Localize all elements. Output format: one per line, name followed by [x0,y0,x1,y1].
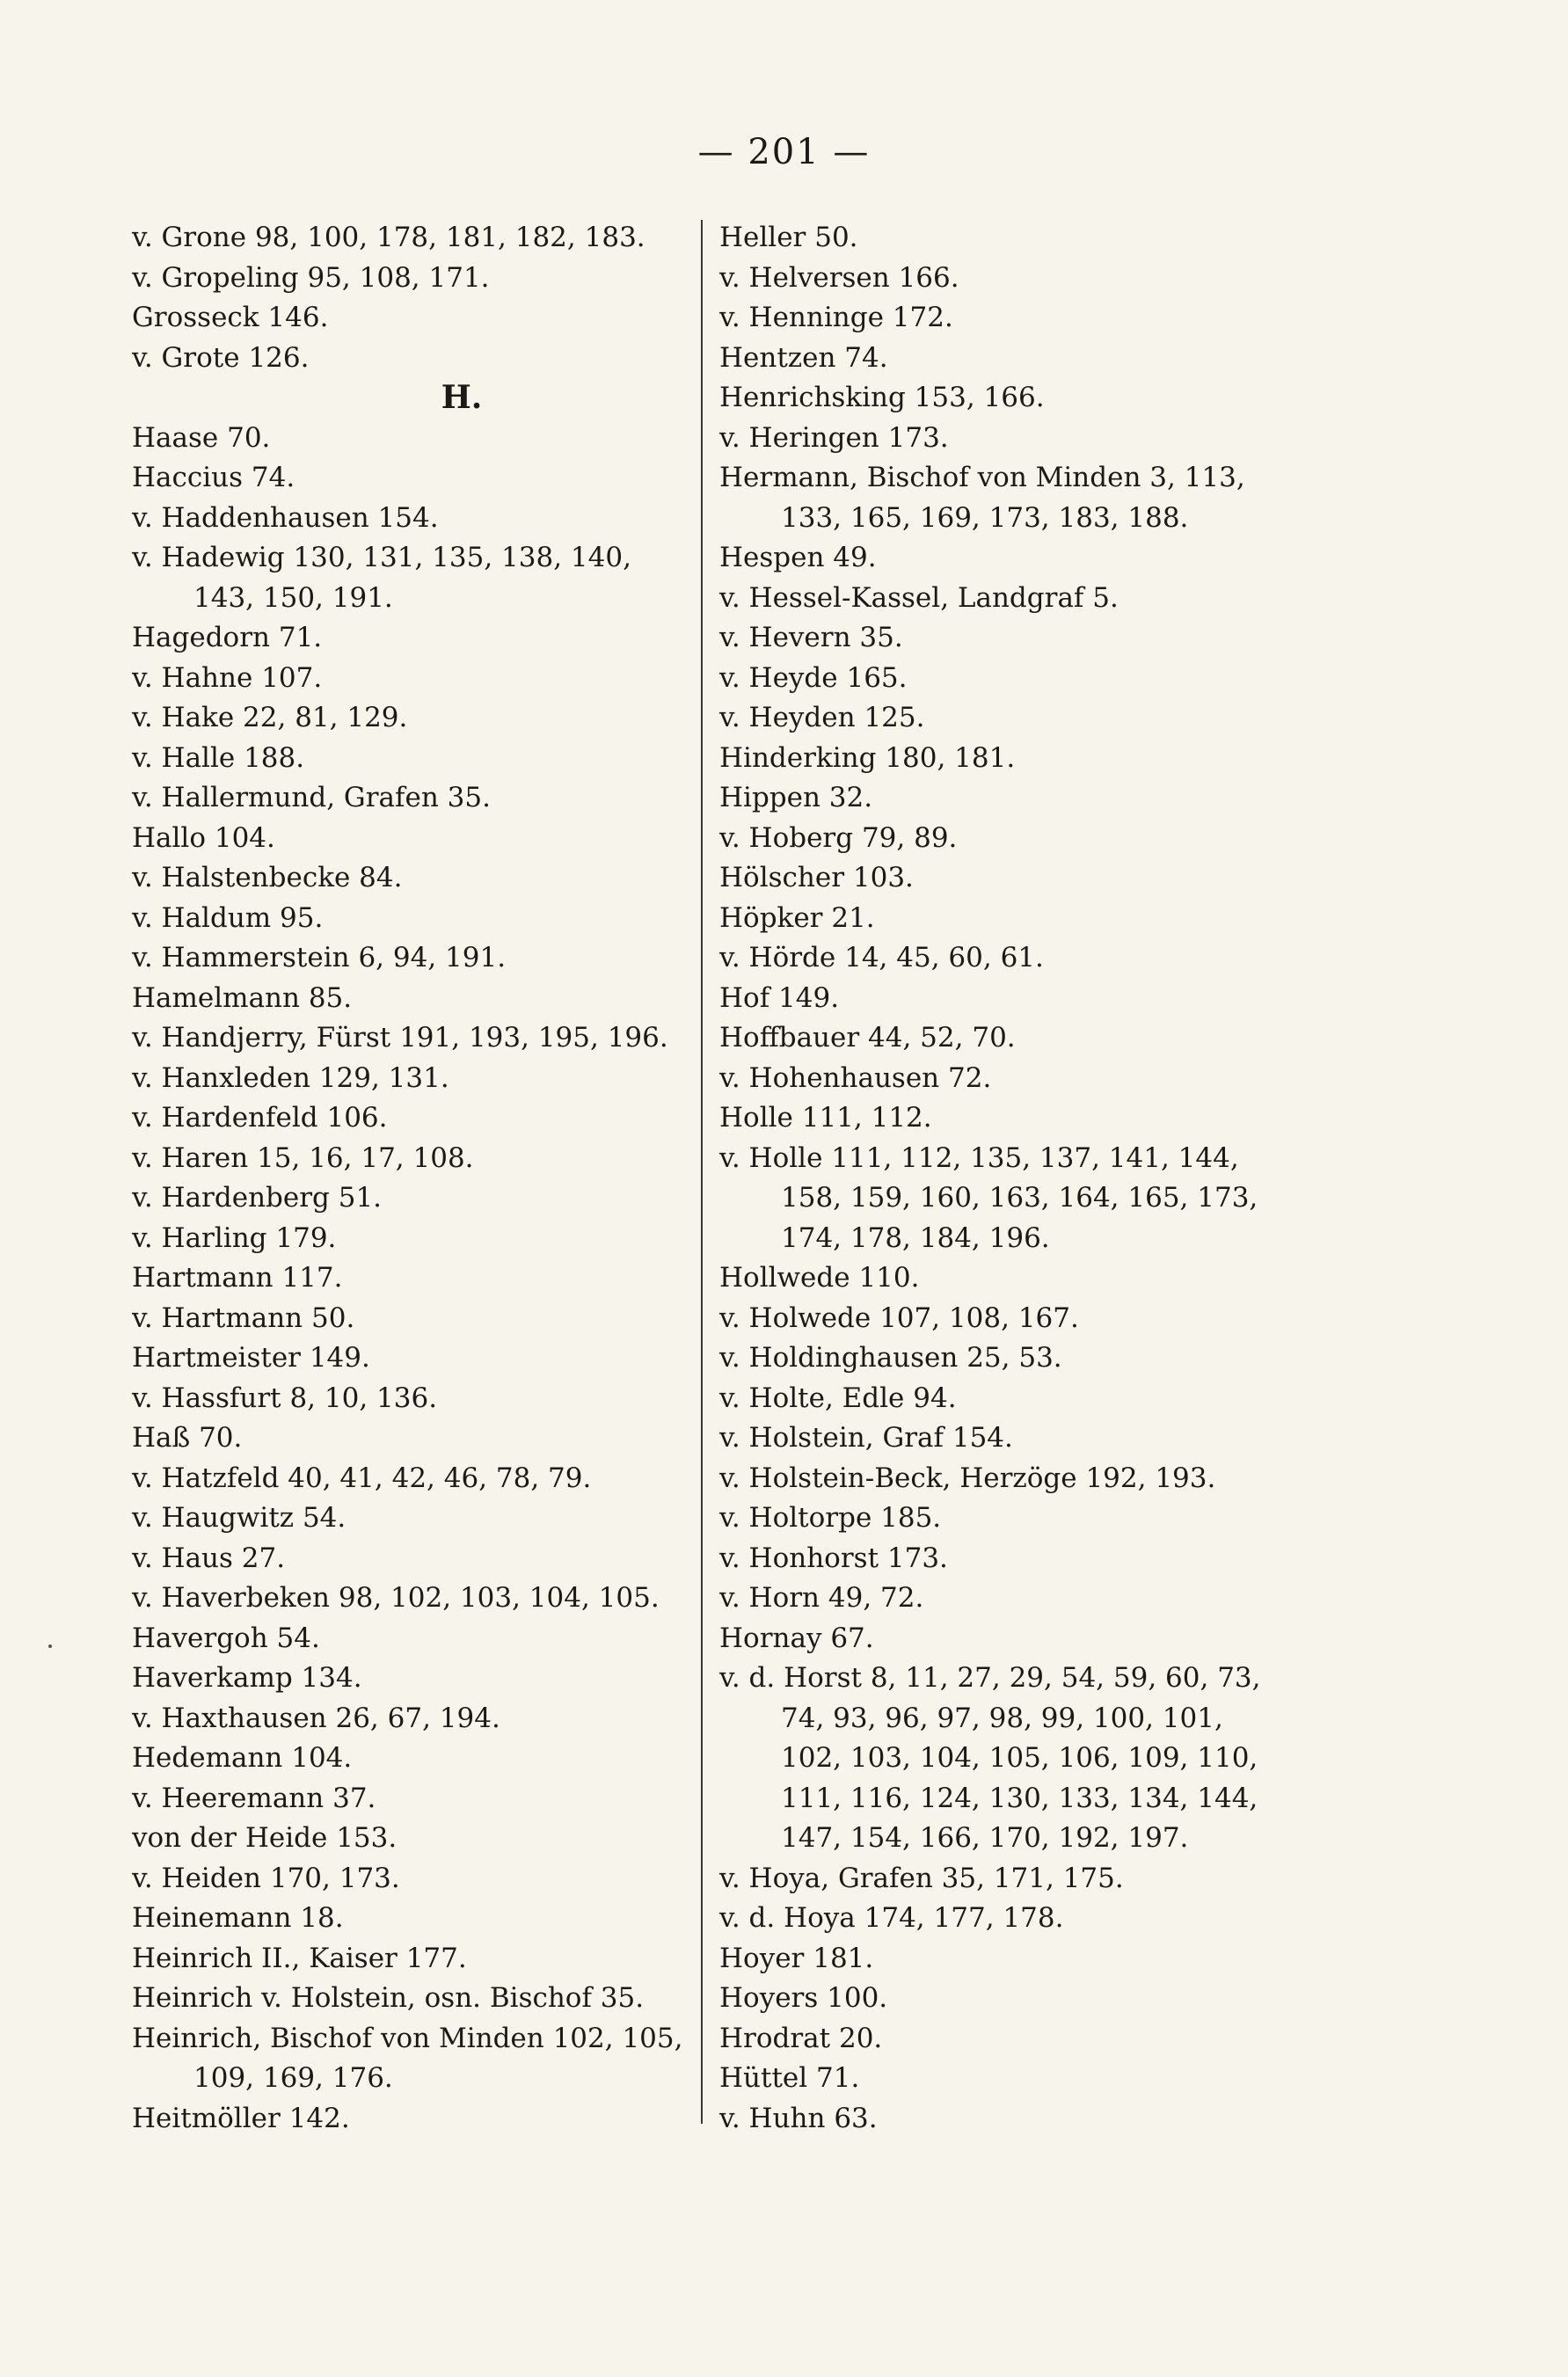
index-column-right [719,218,1335,2139]
index-entry-text: v. Hassfurt 8, 10, 136. [132,1382,438,1414]
index-entry-text: v. Grone 98, 100, 178, 181, 182, 183. [132,222,645,253]
index-entry [132,1059,677,1099]
index-entry [719,938,1335,979]
index-entry-text: Hoffbauer 44, 52, 70. [719,1022,1016,1054]
index-entry [719,1018,1335,1059]
index-entry-text: v. Holstein-Beck, Herzöge 192, 193. [719,1462,1216,1494]
index-entry-text: Hagedorn 71. [132,622,323,653]
index-entry [132,938,677,979]
index-entry-text: Hoyers 100. [719,1982,888,2014]
index-entry [719,739,1335,779]
index-entry-text: Heinemann 18. [132,1902,344,1934]
page-number: — 201 — [697,132,871,172]
index-entry-text: Heitmöller 142. [132,2102,350,2134]
index-entry-text: v. Hessel-Kassel, Landgraf 5. [719,581,1119,614]
index-entry-continuation: 133, 165, 169, 173, 183, 188. [781,501,1189,534]
index-entry-text: Hespen 49. [719,542,877,573]
index-entry-text: v. Holte, Edle 94. [719,1382,957,1414]
index-entry [132,1979,677,2019]
index-entry [132,1819,677,1859]
index-entry-text: v. Halstenbecke 84. [132,862,403,893]
index-entry [132,1219,677,1259]
index-entry-text: Heller 50. [719,222,858,253]
index-entry [132,1338,677,1379]
index-entry [132,1859,677,1899]
index-entry [132,1579,677,1619]
index-entry [719,1258,1335,1299]
index-entry [719,858,1335,899]
index-entry-text: v. Haverbeken 98, 102, 103, 104, 105. [132,1582,660,1614]
index-entry [719,1139,1335,1259]
index-entry [719,899,1335,939]
index-entry [719,659,1335,699]
index-entry-text: v. Hoberg 79, 89. [719,821,958,854]
index-entry [132,858,677,899]
index-entry [719,298,1335,339]
index-entry-text: v. Hartmann 50. [132,1302,355,1334]
index-entry-text: v. Haus 27. [132,1542,286,1574]
index-entry [132,1418,677,1459]
index-entry [132,298,677,339]
index-entry-text: von der Heide 153. [132,1822,397,1854]
index-entry-text: v. Hörde 14, 45, 60, 61. [719,942,1044,973]
index-entry-continuation: 174, 178, 184, 196. [781,1221,1050,1254]
index-entry [132,1619,677,1659]
index-entry-text: Holle 111, 112. [719,1102,932,1134]
index-entry-text: Heinrich II., Kaiser 177. [132,1942,467,1974]
index-entry-text: Haase 70. [132,421,271,454]
index-entry-text: v. Haren 15, 16, 17, 108. [132,1141,474,1174]
index-entry [719,2099,1335,2140]
index-entry [132,339,677,379]
index-entry [719,1299,1335,1339]
index-entry-text: v. Hardenfeld 106. [132,1102,388,1134]
index-entry [132,979,677,1019]
index-entry-text: Hinderking 180, 181. [719,741,1016,774]
index-entry-text: v. Harling 179. [132,1221,337,1254]
index-entry-continuation: 143, 150, 191. [193,581,393,614]
index-entry-text: Haccius 74. [132,462,295,493]
index-entry-text: v. Helversen 166. [719,261,959,294]
index-entry [719,1619,1335,1659]
index-entry-text: v. Hohenhausen 72. [719,1061,992,1094]
index-entry [132,1139,677,1179]
stray-ink-mark [48,1644,52,1648]
index-entry [132,218,677,259]
index-entry-text: Hallo 104. [132,821,275,854]
index-entry-text: v. Grote 126. [132,341,310,374]
index-entry-text: v. Hardenberg 51. [132,1182,383,1214]
index-entry [132,1699,677,1739]
index-entry [132,2099,677,2140]
index-entry-continuation: 109, 169, 176. [193,2062,393,2094]
index-entry [719,378,1335,419]
index-entry [719,979,1335,1019]
index-entry-text: v. Hatzfeld 40, 41, 42, 46, 78, 79. [132,1462,592,1494]
index-entry-text: v. Haugwitz 54. [132,1502,346,1534]
index-entry [719,1939,1335,1980]
index-entry [719,259,1335,299]
index-entry-text: v. Holtorpe 185. [719,1502,942,1534]
index-entry [719,1659,1335,1859]
index-entry-text: v. Hevern 35. [719,622,903,653]
index-entry-text: Hentzen 74. [719,341,888,374]
index-entry [132,1379,677,1419]
index-entry-text: v. Haddenhausen 154. [132,501,439,534]
index-entry-text: Grosseck 146. [132,302,329,333]
index-entry [132,1018,677,1059]
index-entry-text: v. Huhn 63. [719,2102,878,2134]
index-entry [132,538,677,618]
index-entry [719,218,1335,259]
index-entry-text: v. Hammerstein 6, 94, 191. [132,942,507,973]
index-entry-text: v. Hadewig 130, 131, 135, 138, 140, [132,542,631,573]
index-entry [132,1659,677,1699]
index-entry [719,1579,1335,1619]
index-entry [132,1899,677,1939]
index-entry-text: v. Heyden 125. [719,702,925,733]
index-entry-continuation: 74, 93, 96, 97, 98, 99, 100, 101, [781,1702,1223,1734]
index-entry-text: Hippen 32. [719,782,873,813]
index-entry-text: Haverkamp 134. [132,1662,362,1694]
index-entry-text: Hedemann 104. [132,1742,353,1774]
index-entry [719,1098,1335,1139]
index-entry [132,1498,677,1539]
index-entry [719,1979,1335,2019]
index-entry-text: v. Heiden 170, 173. [132,1862,400,1894]
index-entry-text: Hornay 67. [719,1622,874,1654]
index-entry-text: Hoyer 181. [719,1942,874,1974]
index-entry-text: Hof 149. [719,981,840,1014]
index-entry [132,778,677,819]
index-entry [132,259,677,299]
index-entry [719,2019,1335,2060]
index-entry [719,1899,1335,1939]
index-entry-text: v. Henninge 172. [719,302,953,333]
index-entry-text: Hollwede 110. [719,1262,920,1294]
index-entry [132,659,677,699]
index-entry-text: v. Gropeling 95, 108, 171. [132,261,490,294]
index-entry-text: Haß 70. [132,1422,243,1454]
index-entry-text: v. Haldum 95. [132,901,324,934]
index-entry [132,698,677,739]
index-entry-text: v. Hake 22, 81, 129. [132,702,408,733]
index-entry-text: Hrodrat 20. [719,2022,883,2054]
index-entry-continuation: 158, 159, 160, 163, 164, 165, 173, [781,1182,1258,1214]
index-entry [719,2059,1335,2099]
index-entry [719,778,1335,819]
index-entry [132,458,677,499]
index-entry-text: Höpker 21. [719,901,875,934]
index-entry-text: Henrichsking 153, 166. [719,382,1045,413]
index-entry [719,698,1335,739]
index-entry [719,1338,1335,1379]
index-entry-text: v. Hoya, Grafen 35, 171, 175. [719,1862,1124,1894]
index-entry [132,739,677,779]
index-entry-continuation: 147, 154, 166, 170, 192, 197. [781,1822,1189,1854]
index-entry [132,1939,677,1980]
index-entry [719,419,1335,459]
index-entry [132,819,677,859]
index-entry [719,1418,1335,1459]
index-entry-text: v. Honhorst 173. [719,1542,948,1574]
index-entry [132,899,677,939]
index-entry-text: Hölscher 103. [719,862,914,893]
index-entry [132,1779,677,1819]
index-entry [132,1739,677,1779]
index-entry-text: Hartmann 117. [132,1262,343,1294]
index-entry [719,1379,1335,1419]
index-entry [719,538,1335,579]
index-entry [132,1539,677,1579]
index-entry [719,1059,1335,1099]
index-entry [719,618,1335,659]
index-entry-continuation: 102, 103, 104, 105, 106, 109, 110, [781,1742,1258,1774]
index-entry-text: v. Holle 111, 112, 135, 137, 141, 144, [719,1141,1239,1174]
index-entry-text: v. Heeremann 37. [132,1782,376,1814]
index-entry [719,458,1335,538]
index-entry [719,339,1335,379]
section-letter: H. [441,379,483,416]
index-entry-text: v. Heringen 173. [719,421,949,454]
index-entry [132,419,677,459]
index-entry-text: Hartmeister 149. [132,1342,370,1374]
index-column-left [132,218,683,2139]
index-entry-text: v. Holdinghausen 25, 53. [719,1342,1062,1374]
index-entry-text: v. Holwede 107, 108, 167. [719,1302,1079,1334]
index-entry [719,579,1335,619]
index-entry-text: Hamelmann 85. [132,981,353,1014]
index-entry-text: v. d. Hoya 174, 177, 178. [719,1902,1064,1934]
index-entry-text: v. Halle 188. [132,741,305,774]
index-entry [132,1459,677,1499]
index-entry-text: Hermann, Bischof von Minden 3, 113, [719,462,1245,493]
index-entry-text: Heinrich v. Holstein, osn. Bischof 35. [132,1982,645,2014]
index-entry-continuation: 111, 116, 124, 130, 133, 134, 144, [781,1782,1258,1814]
index-entry [719,1459,1335,1499]
index-entry-text: v. Hahne 107. [132,661,323,694]
index-entry-text: v. Handjerry, Fürst 191, 193, 195, 196. [132,1022,668,1054]
index-entry [132,1299,677,1339]
index-entry-text: Hüttel 71. [719,2062,860,2094]
index-entry [132,1178,677,1219]
index-entry [132,1098,677,1139]
index-entry [132,618,677,659]
index-entry-text: v. Haxthausen 26, 67, 194. [132,1702,500,1734]
index-entry-text: v. Horn 49, 72. [719,1582,924,1614]
index-entry-text: Havergoh 54. [132,1622,320,1654]
index-entry-text: v. Holstein, Graf 154. [719,1422,1013,1454]
index-entry [719,1539,1335,1579]
index-entry [132,2019,683,2099]
column-divider [701,220,703,2124]
index-entry-text: v. Hallermund, Grafen 35. [132,782,491,813]
index-entry [132,499,677,539]
index-entry [719,819,1335,859]
index-entry-text: Heinrich, Bischof von Minden 102, 105, [132,2022,683,2054]
index-entry-text: v. Hanxleden 129, 131. [132,1061,449,1094]
index-entry [132,1258,677,1299]
index-entry [719,1498,1335,1539]
index-entry [719,1859,1335,1899]
index-entry-text: v. d. Horst 8, 11, 27, 29, 54, 59, 60, 73, [719,1662,1261,1694]
index-entry-text: v. Heyde 165. [719,661,908,694]
